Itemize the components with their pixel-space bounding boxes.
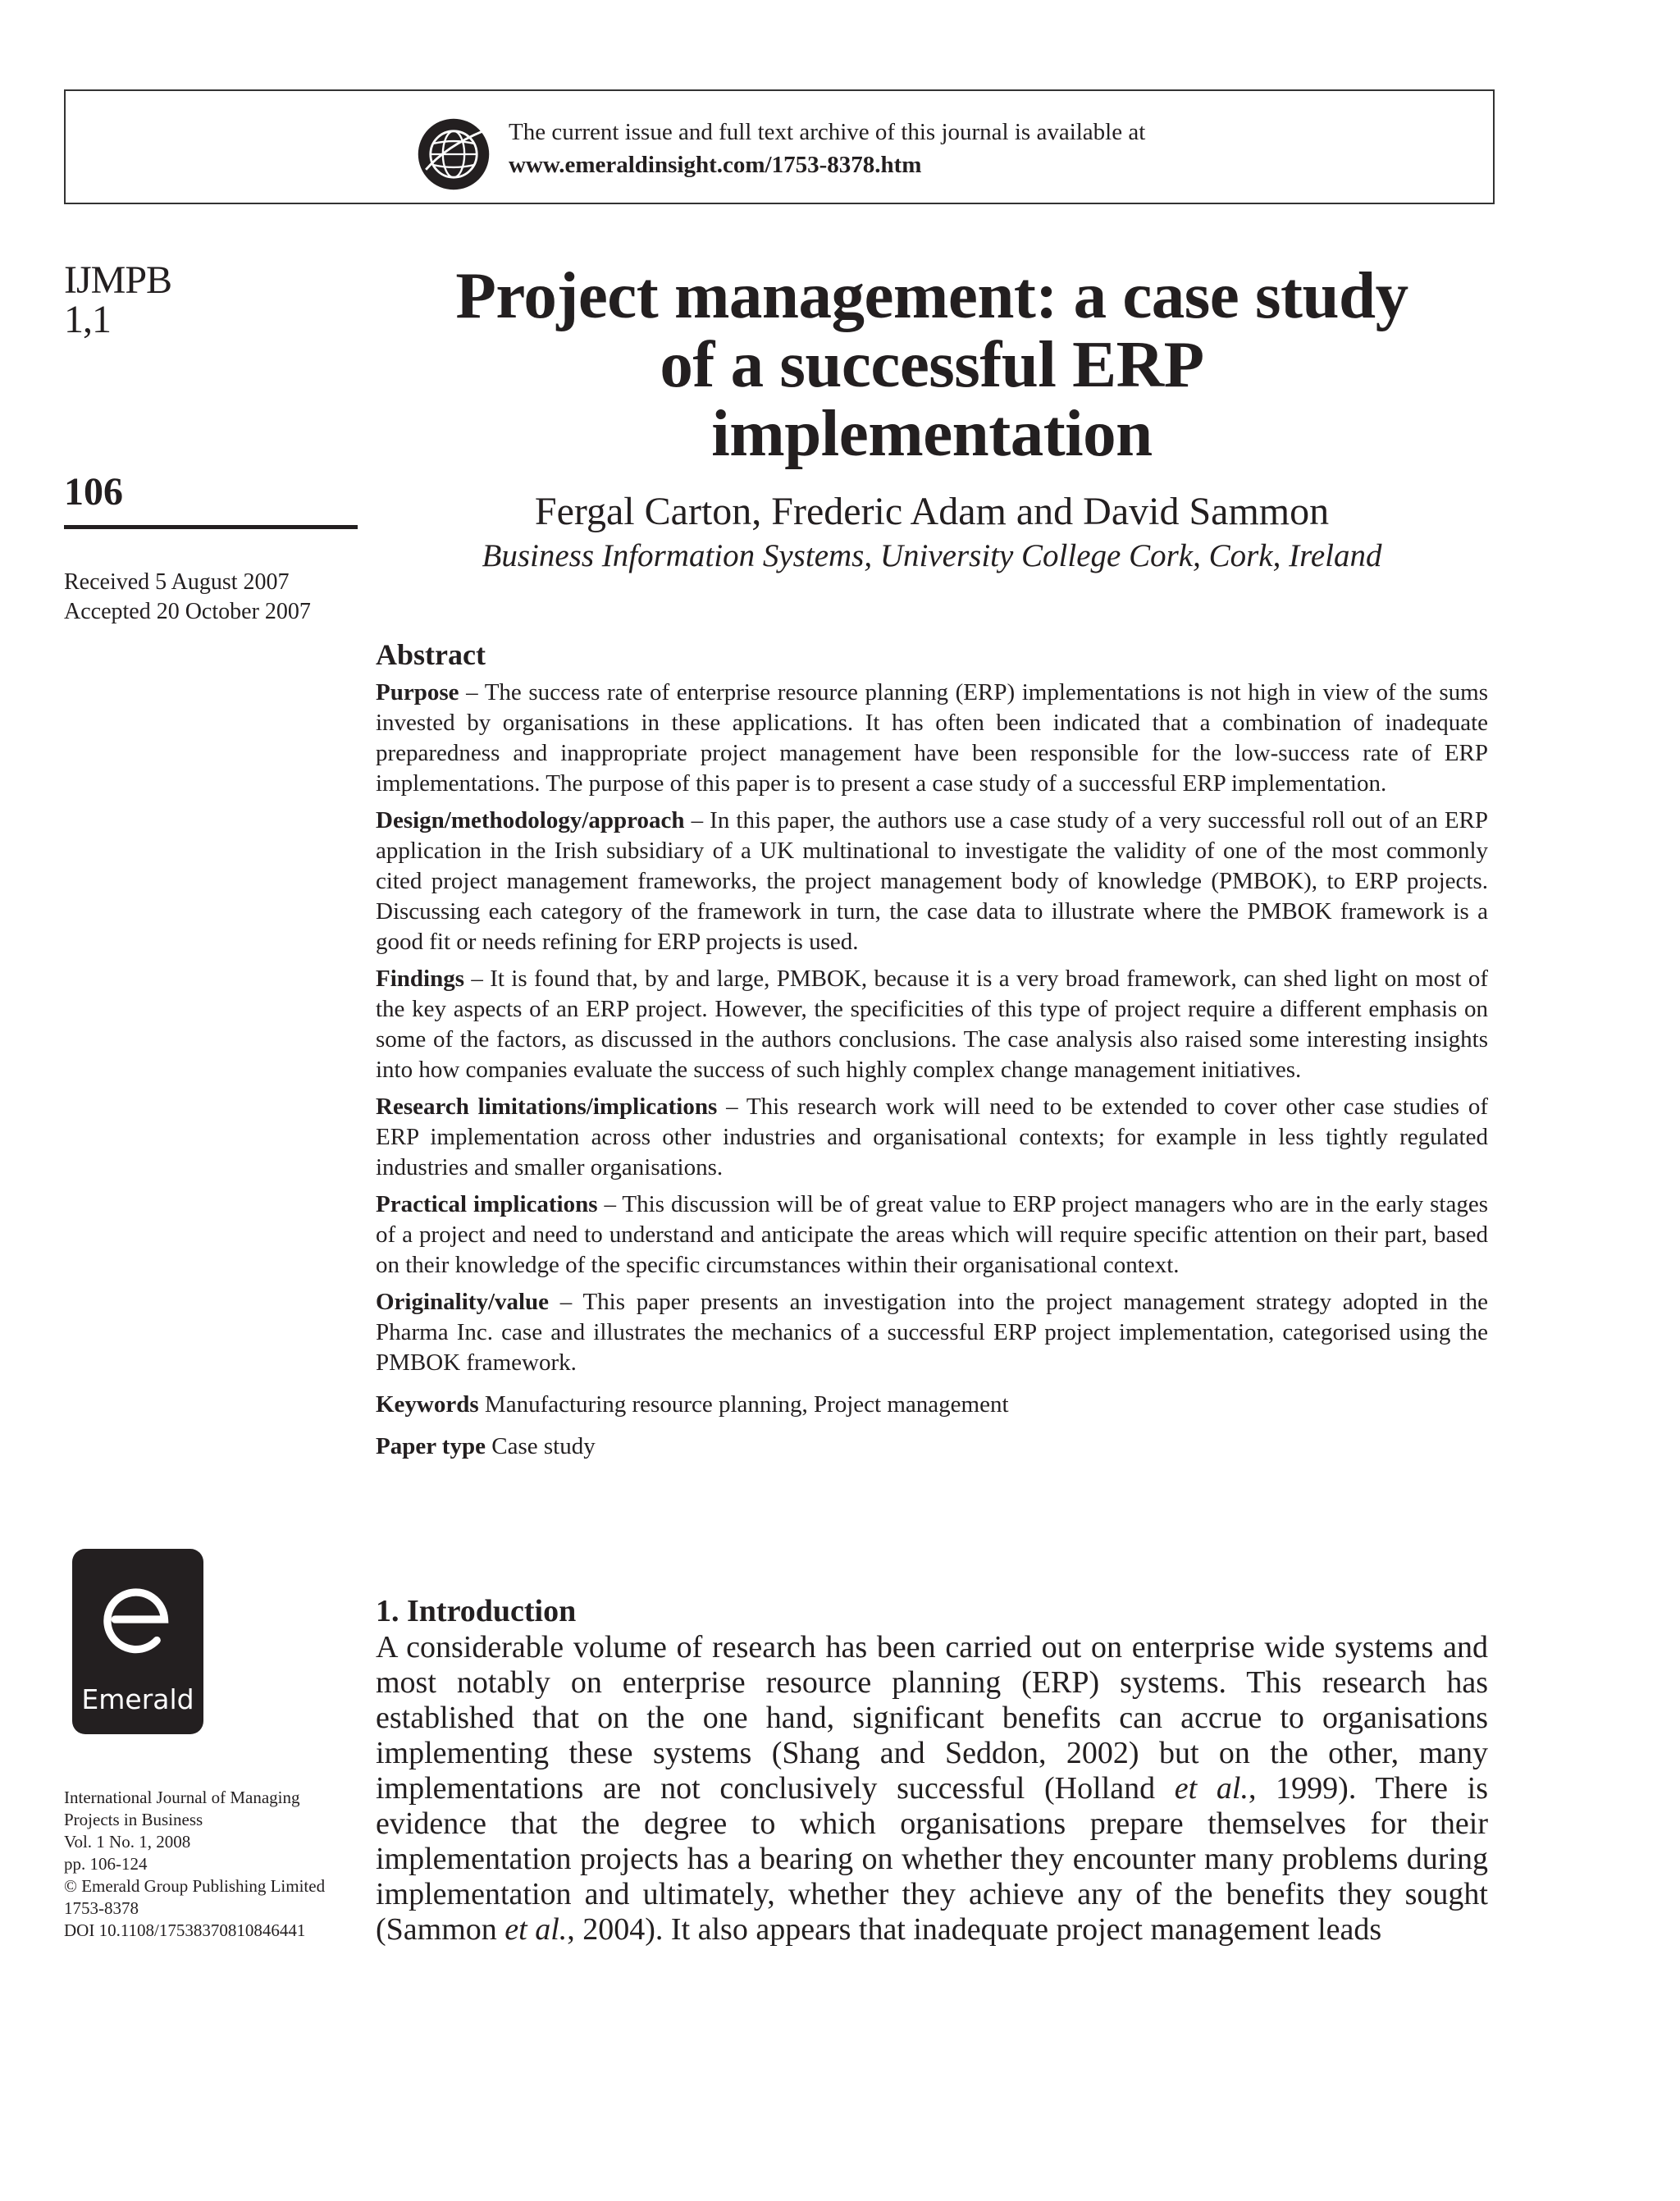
pubinfo-line: pp. 106-124	[64, 1854, 148, 1874]
title-line: of a successful ERP	[660, 327, 1204, 401]
abstract-label: Purpose	[376, 679, 459, 706]
abstract-heading: Abstract	[376, 638, 486, 671]
journal-abbr: IJMPB	[64, 258, 172, 302]
abstract-label: Design/methodology/approach	[376, 807, 685, 833]
abstract-text: – This discussion will be of great value to ERP project managers who are in the early stages of a project and need to understand and anticipate the areas which will require specific attention on their part, based on their knowledge of the specific circumstances within their organisational context.	[376, 1191, 1489, 1278]
abstract-text: – The success rate of enterprise resource planning (ERP) implementations is not high in view of the sums invested by organisations in these applications. It has often been indicated that a combination of inadequate preparedness and inappropriate project management have been responsible for the low-success rate of ERP implementations. The purpose of this paper is to present a case study of a successful ERP implementation.	[376, 679, 1488, 797]
introduction-body	[376, 1630, 1488, 1948]
pubinfo-line: 1753-8378	[64, 1898, 139, 1918]
abstract-text: – This research work will need to be extended to cover other case studies of ERP implementation across other industries and organisational contexts; for example in less tightly regulated industries and smaller organisations.	[376, 1094, 1488, 1180]
pubinfo-line: Vol. 1 No. 1, 2008	[64, 1832, 191, 1852]
abstract	[376, 678, 1488, 1468]
abstract-purpose	[376, 678, 1488, 799]
abstract-design	[376, 806, 1488, 957]
article-title	[376, 258, 1488, 470]
logo-text: Emerald	[81, 1683, 194, 1715]
body-text-run: A considerable volume of research has been carried out on enterprise wide systems and most notably on enterprise resource planning (ERP) systems. This research has established that on the one hand, significant benefits can accrue to organisations implementing these systems (Shang and Seddon, 2002) but on the other, many implementations are not conclusively successful (Holland	[376, 1630, 1488, 1806]
abstract-text: Manufacturing resource planning, Project management	[478, 1391, 1009, 1418]
page-number: 106	[64, 470, 123, 514]
journal-url[interactable]: www.emeraldinsight.com/1753-8378.htm	[509, 152, 922, 178]
pubinfo-line: DOI 10.1108/17538370810846441	[64, 1920, 306, 1940]
journal-code	[64, 258, 359, 341]
sidebar-divider	[64, 525, 358, 529]
body-text-run: , 1999). There is evidence that the degree to which organisations prepare themselves for their implementation projects has a bearing on whether they encounter many problems during implementation and ultimately, whether they achieve any of the benefits they sought (Sammon	[376, 1771, 1488, 1947]
abstract-label: Keywords	[376, 1391, 479, 1418]
abstract-label: Originality/value	[376, 1289, 550, 1315]
abstract-text: – In this paper, the authors use a case study of a very successful roll out of an ERP application in the Irish subsidiary of a UK multinational to investigate the validity of one of the most commonly cited project management frameworks, the project management body of knowledge (PMBOK), to ERP projects. Discussing each category of the framework in turn, the case data to illustrate where the PMBOK framework is a good fit or needs refining for ERP projects is used.	[376, 807, 1488, 955]
emerald-e-icon	[90, 1572, 185, 1667]
authors: Fergal Carton, Frederic Adam and David Sammon	[534, 490, 1330, 533]
abstract-research	[376, 1092, 1488, 1183]
body-paragraph	[376, 1630, 1488, 1948]
abstract-label: Findings	[376, 966, 464, 992]
affiliation: Business Information Systems, University College Cork, Cork, Ireland	[482, 538, 1382, 573]
header-line: The current issue and full text archive of this journal is available at	[509, 119, 1146, 145]
journal-archive-notice	[64, 89, 1495, 204]
abstract-originality	[376, 1287, 1488, 1378]
received-date: Received 5 August 2007	[64, 569, 290, 595]
abstract-label: Paper type	[376, 1433, 486, 1459]
abstract-text: – This paper presents an investigation into the project management strategy adopted in the Pharma Inc. case and illustrates the mechanics of a successful ERP project implementation, categorised using the PMBOK framework.	[376, 1289, 1488, 1376]
abstract-practical	[376, 1190, 1488, 1281]
body-text-italic: et al.	[504, 1912, 568, 1947]
abstract-findings	[376, 964, 1488, 1085]
accepted-date: Accepted 20 October 2007	[64, 599, 311, 624]
title-line: implementation	[711, 396, 1153, 470]
abstract-label: Practical implications	[376, 1191, 598, 1217]
abstract-text: – It is found that, by and large, PMBOK, because it is a very broad framework, can shed light on most of the key aspects of an ERP project. However, the specificities of this type of project require a different emphasis on some of the factors, as discussed in the authors conclusions. The case analysis also raised some interesting insights into how companies evaluate the success of such highly complex change management initiatives.	[376, 966, 1488, 1083]
abstract-paper-type	[376, 1432, 1488, 1462]
publication-info	[64, 1787, 359, 1942]
volume-issue: 1,1	[64, 298, 111, 341]
pubinfo-line: International Journal of Managing	[64, 1788, 300, 1807]
header-text	[509, 116, 1145, 181]
emerald-logo	[72, 1549, 203, 1734]
globe-icon	[415, 116, 492, 193]
abstract-label: Research limitations/implications	[376, 1094, 718, 1120]
body-text-run: , 2004). It also appears that inadequate project management leads	[567, 1912, 1382, 1947]
pubinfo-line: Projects in Business	[64, 1810, 203, 1829]
title-line: Project management: a case study	[455, 258, 1408, 332]
abstract-keywords	[376, 1390, 1488, 1420]
article-dates	[64, 568, 359, 627]
body-text-italic: et al.	[1174, 1771, 1249, 1806]
pubinfo-line: © Emerald Group Publishing Limited	[64, 1876, 326, 1896]
abstract-text: Case study	[485, 1433, 596, 1459]
section-heading-introduction: 1. Introduction	[376, 1594, 577, 1628]
